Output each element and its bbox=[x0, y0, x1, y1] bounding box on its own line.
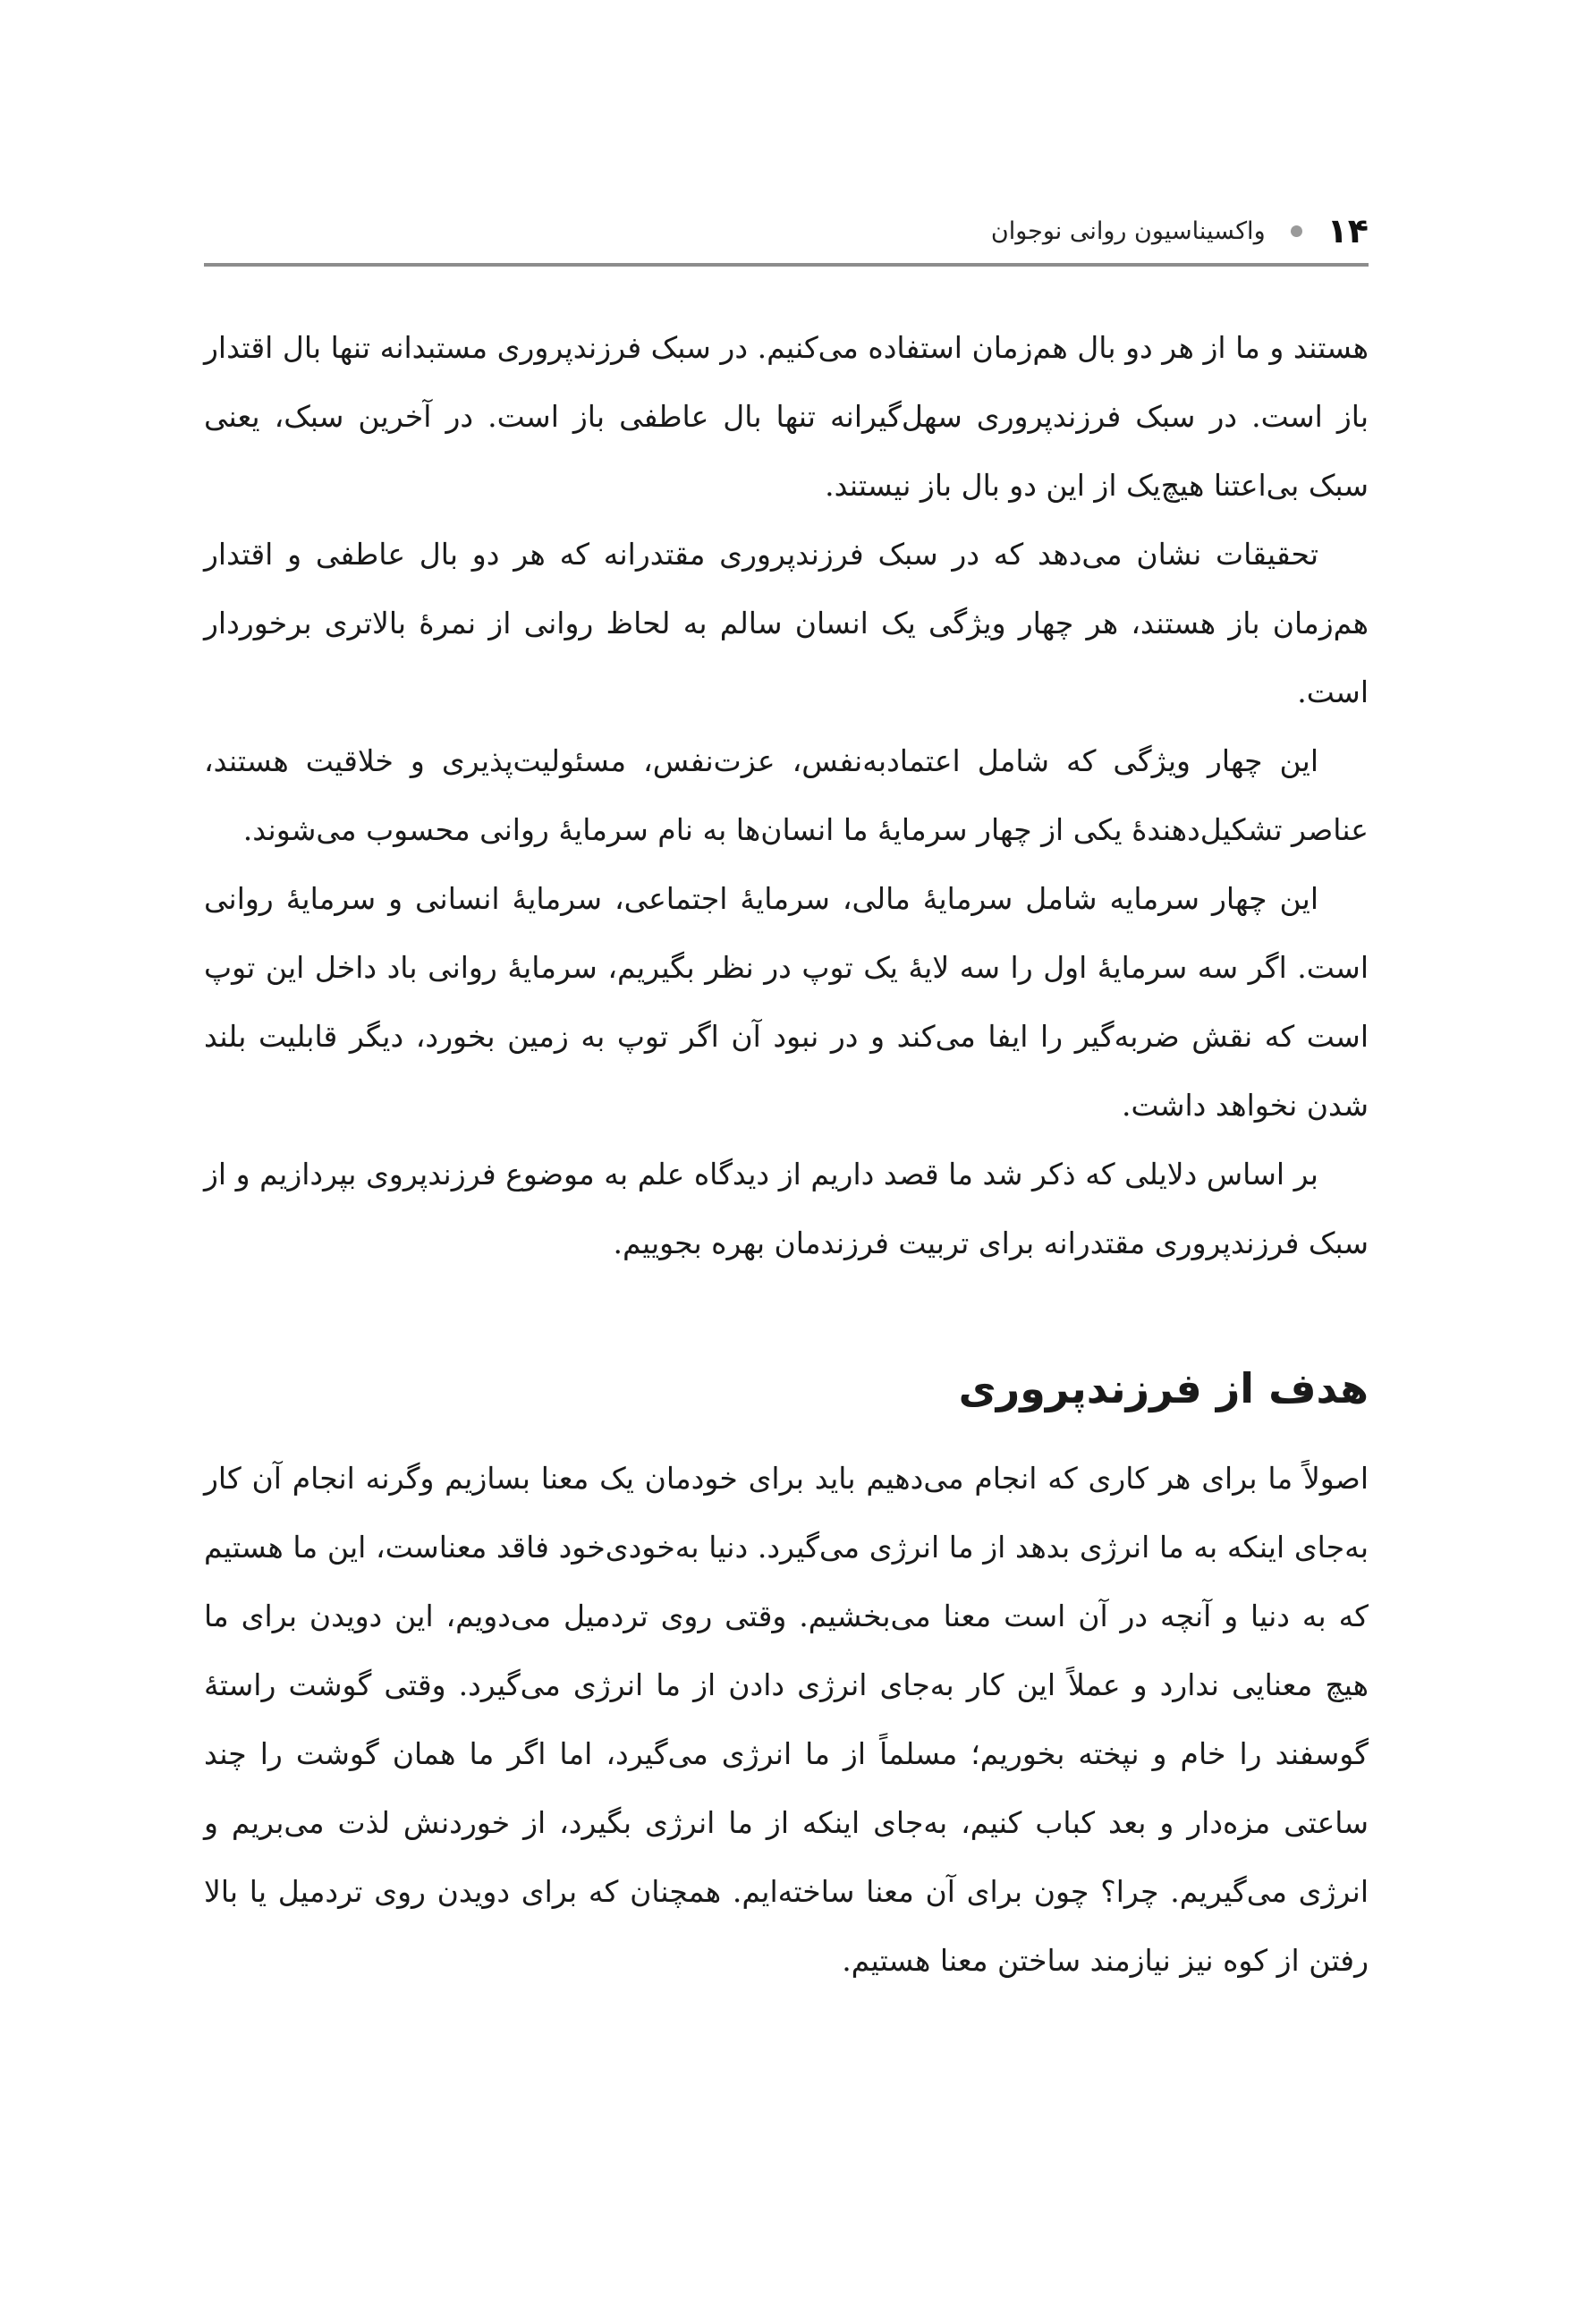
header-divider bbox=[204, 263, 1369, 267]
bullet-dot-icon bbox=[1291, 225, 1302, 237]
section-heading: هدف از فرزندپروری bbox=[958, 1364, 1369, 1412]
paragraph: تحقیقات نشان می‌دهد که در سبک فرزندپروری مقتدرانه که هر دو بال عاطفی و اقتدار هم‌زمان باز هستند، هر چهار ویژگی یک انسان سالم به لحاظ روانی از نمرهٔ بالاتری برخوردار است. bbox=[204, 537, 1369, 709]
page-number: ۱۴ bbox=[1326, 211, 1369, 250]
paragraph: این چهار سرمایه شامل سرمایهٔ مالی، سرمایهٔ اجتماعی، سرمایهٔ انسانی و سرمایهٔ روانی است. اگر سه سرمایهٔ اول را سه لایهٔ یک توپ در نظر بگیریم، سرمایهٔ روانی باد داخل این توپ است که نقش ضربه‌گیر را ایفا می‌کند و در نبود آن اگر توپ به زمین بخورد، دیگر قابلیت بلند شدن نخواهد داشت. bbox=[204, 881, 1369, 1123]
paragraph: بر اساس دلایلی که ذکر شد ما قصد داریم از دیدگاه علم به موضوع فرزندپروی بپردازیم و از سبک فرزندپروری مقتدرانه برای تربیت فرزندمان بهره بجوییم. bbox=[204, 1157, 1369, 1260]
paragraph: هستند و ما از هر دو بال هم‌زمان استفاده می‌کنیم. در سبک فرزندپروری مستبدانه تنها بال اقتدار باز است. در سبک فرزندپروری سهل‌گیرانه تنها بال عاطفی باز است. در آخرین سبک، یعنی سبک بی‌اعتنا هیچ‌یک از این دو بال باز نیستند. bbox=[204, 330, 1369, 503]
book-title: واکسیناسیون روانی نوجوان bbox=[990, 216, 1266, 245]
paragraph: اصولاً ما برای هر کاری که انجام می‌دهیم باید برای خودمان یک معنا بسازیم وگرنه انجام آن کار به‌جای اینکه به ما انرژی بدهد از ما انرژی می‌گیرد. دنیا به‌خودی‌خود فاقد معناست، این ما هستیم که به دنیا و آنچه در آن است معنا می‌بخشیم. وقتی روی تردمیل می‌دویم، این دویدن برای ما هیچ معنایی ندارد و عملاً این کار به‌جای انرژی دادن از ما انرژی می‌گیرد. وقتی گوشت راستهٔ گوسفند را خام و نپخته بخوریم؛ مسلماً از ما انرژی می‌گیرد، اما اگر ما همان گوشت را چند ساعتی مزه‌دار و بعد کباب کنیم، به‌جای اینکه از ما انرژی بگیرد، از خوردنش لذت می‌بریم و انرژی می‌گیریم. چرا؟ چون برای آن معنا ساخته‌ایم. همچنان که برای دویدن روی تردمیل یا بالا رفتن از کوه نیز نیازمند ساختن معنا هستیم. bbox=[204, 1461, 1369, 1978]
running-header bbox=[204, 204, 1369, 258]
paragraph: این چهار ویژگی که شامل اعتمادبه‌نفس، عزت‌نفس، مسئولیت‌پذیری و خلاقیت هستند، عناصر تشکیل‌دهندهٔ یکی از چهار سرمایهٔ ما انسان‌ها به نام سرمایهٔ روانی محسوب می‌شوند. bbox=[204, 743, 1369, 847]
body-text bbox=[204, 313, 1369, 1995]
